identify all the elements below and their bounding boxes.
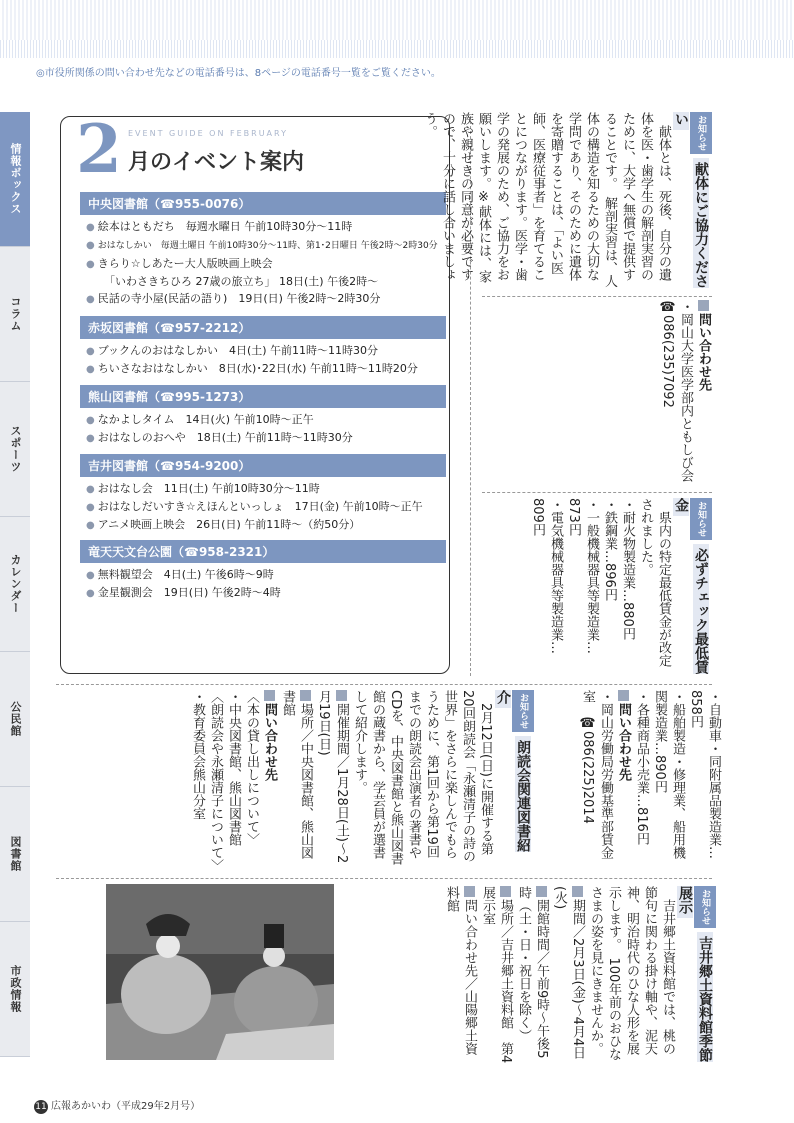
header-stripe [0,40,794,58]
list-item [86,342,446,360]
article-title: 朗読会関連図書紹介 [495,690,531,852]
event-guide-title: 月のイベント案内 [128,150,305,175]
sidebar-item-label: スポーツ [9,425,22,473]
library-header: 熊山図書館（☎995-1273） [80,385,446,408]
article-wage [482,498,712,678]
note-bullet: ◎ [36,68,45,79]
sidebar-item-label: 情報ボックス [9,143,22,215]
list-item: ・電気機械器具等製造業…809円 [530,498,563,654]
sidebar-item-label: 公民館 [9,701,22,737]
header-band [0,0,794,58]
list-item: ・一般機械器具等製造業…873円 [566,498,599,654]
sidebar-item-label: 図書館 [9,836,22,872]
place-text: 場所／吉井郷土資料館 第4展示室 [480,886,513,1064]
square-icon [698,300,709,311]
list-item [86,290,446,308]
list-item [86,236,446,255]
square-icon [300,690,311,701]
contact-text: 問い合わせ先／山陽郷土資料館 [444,886,477,1055]
place-text: 場所／中央図書館、熊山図書館 [280,690,313,859]
list-item [86,516,446,534]
list-item: 〈朗読会や永瀬清子について〉 [208,690,223,872]
list-item [86,566,446,584]
library-header: 吉井図書館（☎954-9200） [80,454,446,477]
article-body: 吉井郷土資料館では、桃の節句に関わる掛け軸や、泥天神、明治時代のひな人形を展示します。 100年前のおひなさまの姿を見にきませんか。 [588,886,675,1061]
list-item: ・鉄鋼業…896円 [602,498,617,601]
sidebar-item-info[interactable] [0,112,30,247]
library-header: 竜天天文台公園（☎958-2321） [80,540,446,563]
notice-badge: お知らせ [690,112,712,154]
event-text: 金星観測会 19日(日) 午後2時～4時 [97,586,281,599]
event-text: 「いわさきちひろ 27歳の旅立ち」 18日(土) 午後2時～ [104,275,379,288]
sidebar-item-column[interactable] [0,247,30,382]
bullet-icon: ● [86,588,95,599]
event-text: なかよしタイム 14日(火) 午前10時～正午 [97,413,314,426]
hina-doll-image [106,884,334,1060]
square-icon [264,690,275,701]
list-item [86,218,446,236]
phone-note [36,64,441,79]
article-title: 必ずチェック最低賃金 [673,498,709,674]
hours-text: 開館時間／午前9時～午後5時（土・日・祝日を除く） [516,886,549,1059]
divider [482,296,712,297]
bullet-icon: ● [86,433,95,444]
phone-note-text: 市役所関係の問い合わせ先などの電話番号は、8ページの電話番号一覧をご覧ください。 [44,68,441,79]
sidebar-item-calendar[interactable] [0,517,30,652]
sidebar-item-sports[interactable] [0,382,30,517]
divider [56,684,712,685]
article-donation [422,112,712,292]
bullet-icon: ● [86,415,95,426]
list-item [86,273,446,290]
page-number: 11 [35,1102,47,1112]
square-icon [572,886,583,897]
hina-doll-photo [106,884,334,1060]
period-text: 開催期間／1月28日(土)～2月19日(日) [316,690,349,864]
observatory [80,540,446,602]
event-text: おはなし会 11日(土) 午前10時30分～11時 [97,482,320,495]
sidebar-item-label: コラム [9,296,22,332]
list-item: ・各種商品小売業…816円 [634,690,649,845]
sidebar-item-city[interactable] [0,922,30,1057]
event-text: ブックんのおはなしかい 4日(土) 午前11時～11時30分 [97,344,379,357]
sidebar-item-kominkan[interactable] [0,652,30,787]
footer-text: 広報あかいわ（平成29年2月号） [51,1101,201,1112]
sidebar-item-label: 市政情報 [9,965,22,1013]
list-item: ・自動車・同附属品製造業…858円 [688,690,721,859]
article-title: 献体にご協力ください [673,112,709,288]
square-icon [336,690,347,701]
event-text: おはなしだいすき☆えほんといっしょ 17日(金) 午前10時～正午 [97,500,423,513]
list-item: ・船舶製造・修理業、船用機関製造業…890円 [652,690,685,859]
contact-label: 問い合わせ先 [696,313,711,391]
library-header: 中央図書館（☎955-0076） [80,192,446,215]
list-item [86,429,446,447]
bullet-icon: ● [86,364,95,375]
article-museum [342,886,716,1066]
article-wage-cont [542,690,722,870]
square-icon [500,886,511,897]
notice-badge: お知らせ [694,886,716,928]
notice-badge: お知らせ [690,498,712,540]
event-text: きらり☆しあたー大人版映画上映会 [97,257,273,270]
event-guide-subtitle: EVENT GUIDE ON FEBRUARY [128,129,288,138]
contact-text: ・岡山大学医学部内ともしび会 ☎086(235)7092 [660,300,693,495]
list-item: ・教育委員会熊山分室 [190,690,205,820]
event-text: ちいさなおはなしかい 8日(水)･22日(水) 午前11時～11時20分 [97,362,418,375]
list-item [86,498,446,516]
contact-text: ・岡山労働局労働基準部賃金室 ☎086(225)2014 [580,690,613,859]
bullet-icon: ● [86,259,95,270]
event-text: 無料観望会 4日(土) 午後6時～9時 [97,568,274,581]
bullet-icon: ● [86,346,95,357]
list-item [86,360,446,378]
square-icon [536,886,547,897]
sidebar-item-label: カレンダー [9,554,22,614]
library-central [80,192,446,308]
library-header: 赤坂図書館（☎957-2212） [80,316,446,339]
bullet-icon: ● [86,222,95,233]
event-month-number: 2 [76,110,122,188]
period-text: 期間／2月3日(金)～4月4日(火) [552,886,585,1060]
bullet-icon: ● [86,484,95,495]
bullet-icon: ● [86,520,95,531]
article-donation-contact [482,300,712,495]
square-icon [618,690,629,701]
list-item [86,584,446,602]
library-akasaka [80,316,446,378]
contact-label: 問い合わせ先 [616,703,631,781]
article-body: 2月12日(日)に開催する第20回朗読会「永瀬清子の詩の世界」をさらに楽しんでもらうために、第1回から第19回までの朗読会出演者の著書やCDを、中央図書館と熊山図書館の蔵書から、学芸員が選書して紹介します。 [352,690,493,866]
article-body: 献体とは、死後、自分の遺体を医・歯学生の解剖実習のために、大学へ無償で提供することです。 解剖実習は、人体の構造を知るための大切な学問であり、そのために遺体を寄贈することは、「よい医師、医療従事者」を育てることにつながります。医学・歯学の発展のため、ご協力をお願いします。※献体には、家族や親せきの同意が必要ですので、十分に話し合いましょう。 [422,112,671,288]
list-item [86,480,446,498]
bullet-icon: ● [86,570,95,581]
bullet-icon: ● [86,240,95,251]
list-item: ・耐火物製造業…880円 [620,498,635,640]
divider [56,878,712,879]
sidebar [0,112,30,1057]
library-kumayama [80,385,446,447]
notice-badge: お知らせ [512,690,534,732]
bullet-icon: ● [86,294,95,305]
event-text: おはなしかい 毎週土曜日 午前10時30分～11時、第1･2日曜日 午後2時～2時30分 [97,241,438,251]
list-item [86,411,446,429]
sidebar-item-library[interactable] [0,787,30,922]
article-title: 吉井郷土資料館季節展示 [677,886,713,1062]
contact-label: 問い合わせ先 [262,703,277,781]
article-body: 県内の特定最低賃金が改定されました。 [638,498,671,667]
square-icon [464,886,475,897]
footer [34,1097,200,1114]
event-text: 絵本はともだち 毎週水曜日 午前10時30分～11時 [97,220,353,233]
article-reading [90,690,534,870]
list-item: 〈本の貸し出しについて〉 [244,690,259,846]
event-text: 民話の寺小屋(民話の語り) 19日(日) 午後2時～2時30分 [97,292,381,305]
list-item [86,255,446,273]
event-text: アニメ映画上映会 26日(日) 午前11時～（約50分） [97,518,361,531]
event-text: おはなしのおへや 18日(土) 午前11時～11時30分 [97,431,353,444]
bullet-icon: ● [86,502,95,513]
library-yoshii [80,454,446,534]
list-item: ・中央図書館、熊山図書館 [226,690,241,846]
